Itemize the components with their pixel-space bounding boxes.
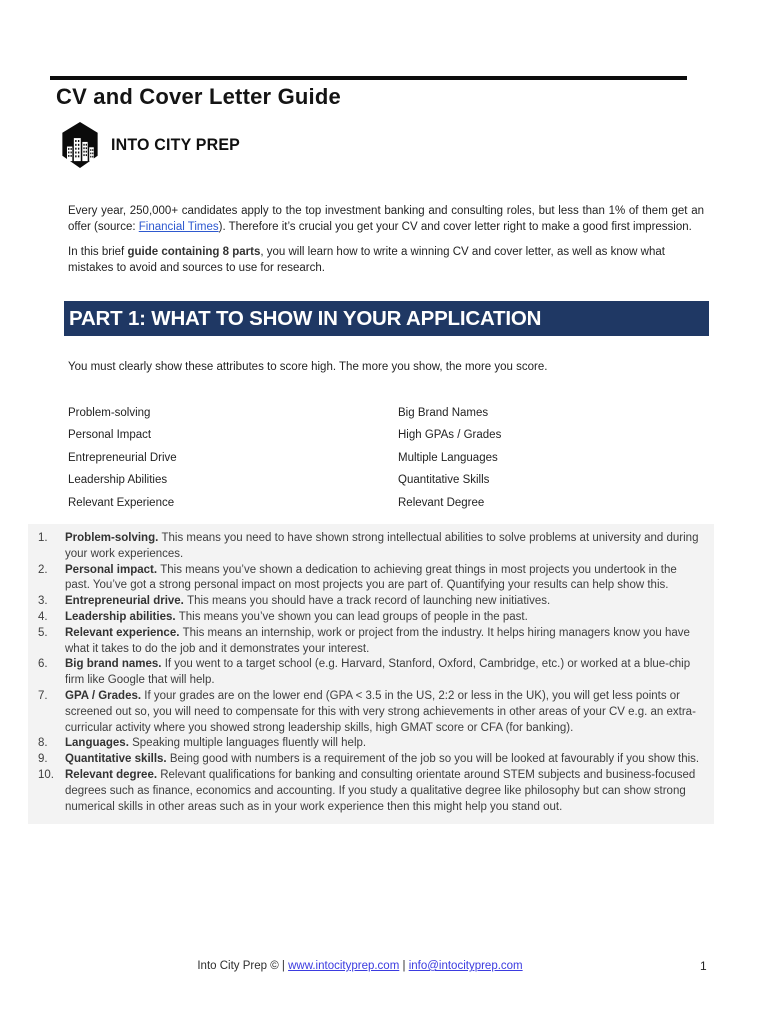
list-desc: This means you should have a track record of launching new initiatives. [187, 595, 551, 608]
list-item [38, 689, 704, 736]
list-text [65, 752, 704, 768]
list-text [65, 610, 704, 626]
list-desc: This means you’ve shown a dedication to achieving great things in most projects you undertook in the past. You’ve got a strong personal impact on most projects you are part of. Quantifying your results can help show this. [65, 563, 677, 592]
list-number: 10. [38, 768, 54, 781]
list-number: 8. [38, 737, 48, 750]
city-skyline-icon [57, 121, 103, 169]
text-run: , you will learn how to write a winning CV and cover letter, as well as know what mistakes to avoid and sources to use for research. [68, 246, 665, 274]
list-text [65, 689, 704, 736]
attribute-item: Relevant Degree [398, 496, 485, 509]
intro-section [68, 204, 704, 286]
attribute-item: Leadership Abilities [68, 474, 168, 487]
text-run: | [399, 960, 409, 972]
list-term: Quantitative skills. [65, 753, 170, 766]
list-item [38, 563, 704, 595]
list-desc: This means an internship, work or project from the industry. It helps hiring managers know you have what it takes to do the job and it demonstrates your interest. [65, 626, 690, 655]
text-run: Every year, 250,000+ candidates apply to the top investment banking and consulting roles, but less than 1% of them get an offer (source: [68, 205, 704, 233]
attribute-item: High GPAs / Grades [398, 429, 502, 442]
list-item [38, 657, 704, 689]
intro-paragraph-1 [68, 204, 704, 235]
list-text [65, 626, 704, 658]
list-text [65, 657, 704, 689]
inline-link[interactable]: info@intocityprep.com [408, 960, 523, 972]
attribute-item: Entrepreneurial Drive [68, 451, 177, 464]
list-desc: Being good with numbers is a requirement of the job so you will be looked at favourably if you show this. [169, 753, 700, 766]
list-number: 1. [38, 532, 48, 544]
attributes-intro: You must clearly show these attributes to score high. The more you show, the more you score. [68, 361, 548, 373]
list-desc: This means you need to have shown strong intellectual abilities to solve problems at university and during your work experiences. [65, 532, 699, 560]
list-item [38, 531, 704, 563]
footer-line [64, 960, 656, 972]
attribute-item: Personal Impact [68, 429, 152, 442]
list-term: Relevant experience. [65, 626, 183, 639]
text-run: ). Therefore it’s crucial you get your CV and cover letter right to make a good first impression. [218, 220, 692, 233]
list-number: 7. [38, 689, 48, 702]
list-number: 4. [38, 610, 48, 623]
brand-name: INTO CITY PREP [111, 135, 241, 154]
list-item [38, 610, 704, 626]
text-run: guide containing 8 parts [127, 246, 261, 258]
inline-link[interactable]: www.intocityprep.com [288, 960, 400, 972]
list-term: GPA / Grades. [65, 689, 145, 702]
list-item [38, 752, 704, 768]
list-text [65, 736, 704, 752]
inline-link[interactable]: Financial Times [138, 220, 219, 233]
list-text [65, 563, 704, 595]
list-number: 2. [38, 563, 48, 576]
list-desc: Speaking multiple languages fluently will help. [132, 737, 367, 750]
list-desc: Relevant qualifications for banking and consulting orientate around STEM subjects and business-focused degrees such as finance, economics and accounting. If you study a qualitative degree like philosophy but can show strong numerical skills in other areas such as in your work experience then this might help you stand out. [65, 768, 696, 813]
part1-banner [64, 301, 709, 336]
list-desc: This means you’ve shown you can lead groups of people in the past. [178, 610, 528, 623]
list-term: Leadership abilities. [65, 610, 179, 623]
header-divider [50, 76, 687, 80]
list-number: 5. [38, 626, 48, 639]
list-text [65, 531, 704, 563]
attribute-item: Multiple Languages [398, 451, 498, 464]
list-item [38, 626, 704, 658]
list-term: Problem-solving. [65, 532, 162, 544]
list-text [65, 594, 704, 610]
list-term: Languages. [65, 737, 133, 750]
list-number: 6. [38, 658, 48, 671]
list-term: Personal impact. [65, 563, 161, 576]
part1-heading: PART 1: WHAT TO SHOW IN YOUR APPLICATION [69, 307, 542, 330]
attribute-item: Quantitative Skills [398, 474, 490, 487]
brand-logo [57, 121, 248, 169]
list-number: 3. [38, 595, 48, 608]
list-item [38, 594, 704, 610]
list-item [38, 768, 704, 815]
attributes-column-right [398, 402, 501, 514]
list-term: Entrepreneurial drive. [65, 595, 188, 608]
page-title: CV and Cover Letter Guide [56, 84, 341, 109]
list-text [65, 768, 704, 815]
list-term: Relevant degree. [65, 768, 161, 781]
list-desc: If your grades are on the lower end (GPA < 3.5 in the US, 2:2 or less in the UK), you will get less points or screened out so, you will need to compensate for this with very strong achievements in other areas of your CV e.g. an extra-curricular activity where you showed strong leadership skills, high GMAT score or CFA (for banking). [65, 689, 696, 734]
text-run: In this brief [68, 246, 128, 258]
list-item [38, 736, 704, 752]
page-number: 1 [700, 959, 707, 973]
attribute-item: Big Brand Names [398, 407, 489, 419]
text-run: Into City Prep © | [197, 960, 289, 972]
list-desc: If you went to a target school (e.g. Harvard, Stanford, Oxford, Cambridge, etc.) or worked at a blue-chip firm like Google that will help. [65, 658, 691, 687]
numbered-list-panel [28, 524, 714, 824]
attributes-column-left [68, 402, 398, 514]
attribute-item: Relevant Experience [68, 496, 175, 509]
list-number: 9. [38, 753, 48, 766]
list-term: Big brand names. [65, 658, 165, 671]
attribute-item: Problem-solving [68, 407, 151, 419]
attributes-columns [68, 402, 668, 514]
intro-paragraph-2 [68, 245, 704, 276]
numbered-list [38, 531, 704, 815]
